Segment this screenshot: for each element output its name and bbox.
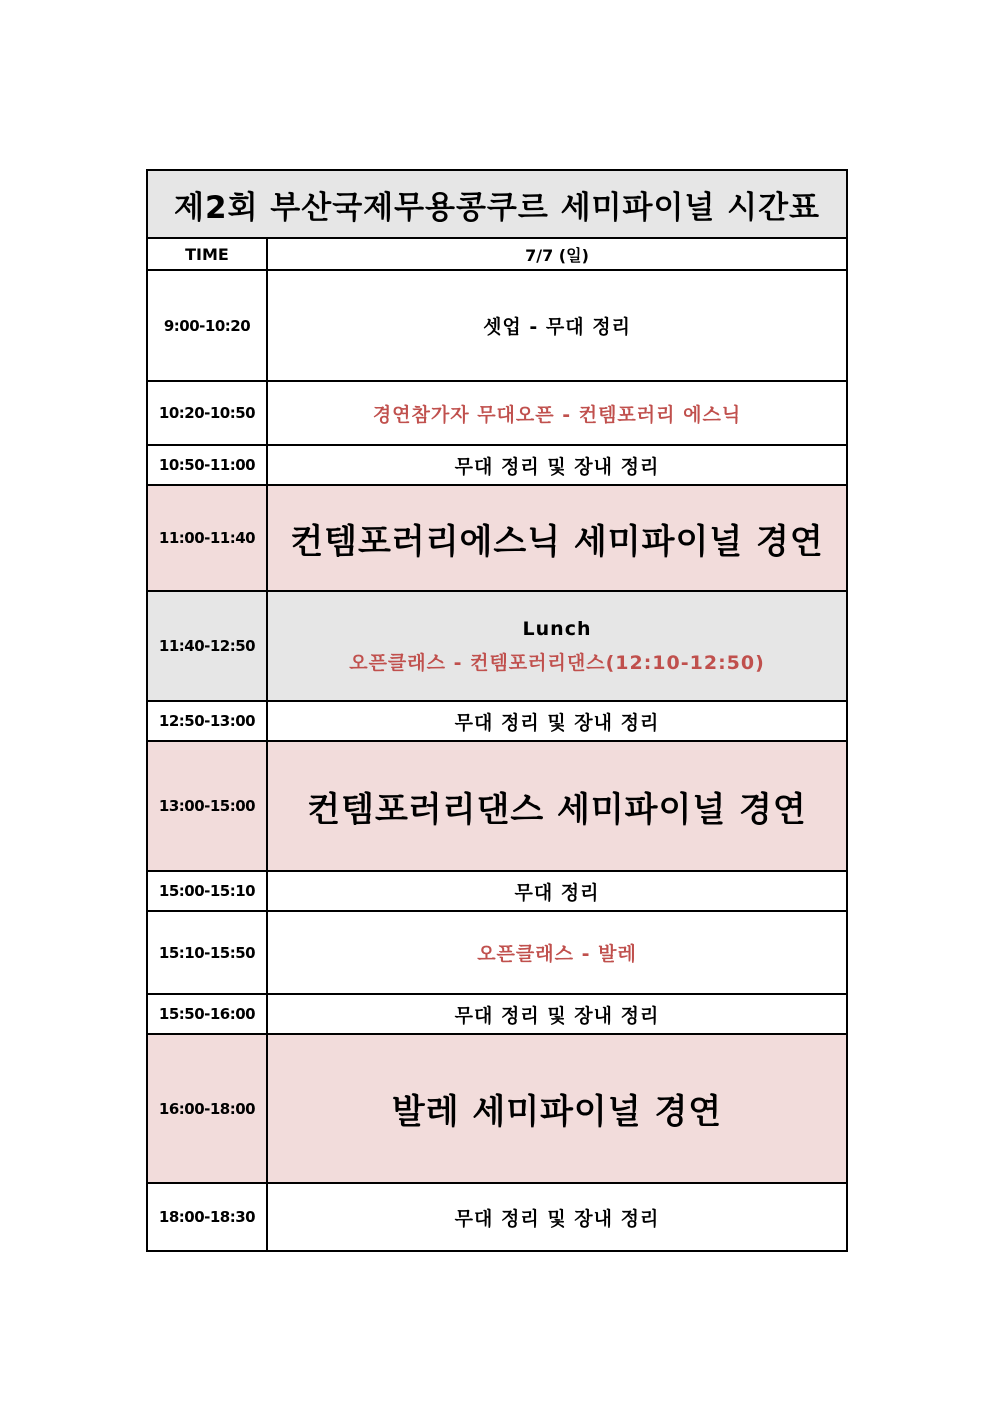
time-cell: 15:10-15:50 — [147, 911, 267, 994]
time-cell: 9:00-10:20 — [147, 270, 267, 381]
competition-cell: 발레 세미파이널 경연 — [267, 1034, 847, 1183]
schedule-title: 제2회 부산국제무용콩쿠르 세미파이널 시간표 — [147, 170, 847, 238]
time-cell: 11:40-12:50 — [147, 591, 267, 701]
table-row — [147, 591, 847, 701]
event-cell: 경연참가자 무대오픈 - 컨템포러리 에스닉 — [267, 381, 847, 445]
event-cell: 무대 정리 및 장내 정리 — [267, 994, 847, 1034]
date-column-header: 7/7 (일) — [267, 238, 847, 270]
table-row — [147, 911, 847, 994]
event-cell: 오픈클래스 - 발레 — [267, 911, 847, 994]
event-cell: 무대 정리 및 장내 정리 — [267, 1183, 847, 1251]
table-row — [147, 994, 847, 1034]
time-cell: 18:00-18:30 — [147, 1183, 267, 1251]
time-cell: 15:50-16:00 — [147, 994, 267, 1034]
table-row — [147, 445, 847, 485]
table-row — [147, 701, 847, 741]
time-cell: 11:00-11:40 — [147, 485, 267, 591]
time-cell: 10:20-10:50 — [147, 381, 267, 445]
table-row — [147, 741, 847, 871]
time-column-header: TIME — [147, 238, 267, 270]
event-cell: 무대 정리 및 장내 정리 — [267, 701, 847, 741]
time-cell: 15:00-15:10 — [147, 871, 267, 911]
schedule-table — [146, 169, 848, 1252]
time-cell: 10:50-11:00 — [147, 445, 267, 485]
table-row — [147, 871, 847, 911]
open-class-label: 오픈클래스 - 컨템포러리댄스(12:10-12:50) — [349, 651, 765, 674]
lunch-label: Lunch — [522, 617, 592, 640]
event-cell: 셋업 - 무대 정리 — [267, 270, 847, 381]
competition-cell: 컨템포러리에스닉 세미파이널 경연 — [267, 485, 847, 591]
time-cell: 13:00-15:00 — [147, 741, 267, 871]
title-row — [147, 170, 847, 238]
event-cell: 무대 정리 및 장내 정리 — [267, 445, 847, 485]
table-row — [147, 485, 847, 591]
competition-cell: 컨템포러리댄스 세미파이널 경연 — [267, 741, 847, 871]
table-row — [147, 270, 847, 381]
time-cell: 16:00-18:00 — [147, 1034, 267, 1183]
table-row — [147, 1034, 847, 1183]
header-row — [147, 238, 847, 270]
event-cell — [267, 591, 847, 701]
time-cell: 12:50-13:00 — [147, 701, 267, 741]
event-cell: 무대 정리 — [267, 871, 847, 911]
table-row — [147, 381, 847, 445]
table-row — [147, 1183, 847, 1251]
